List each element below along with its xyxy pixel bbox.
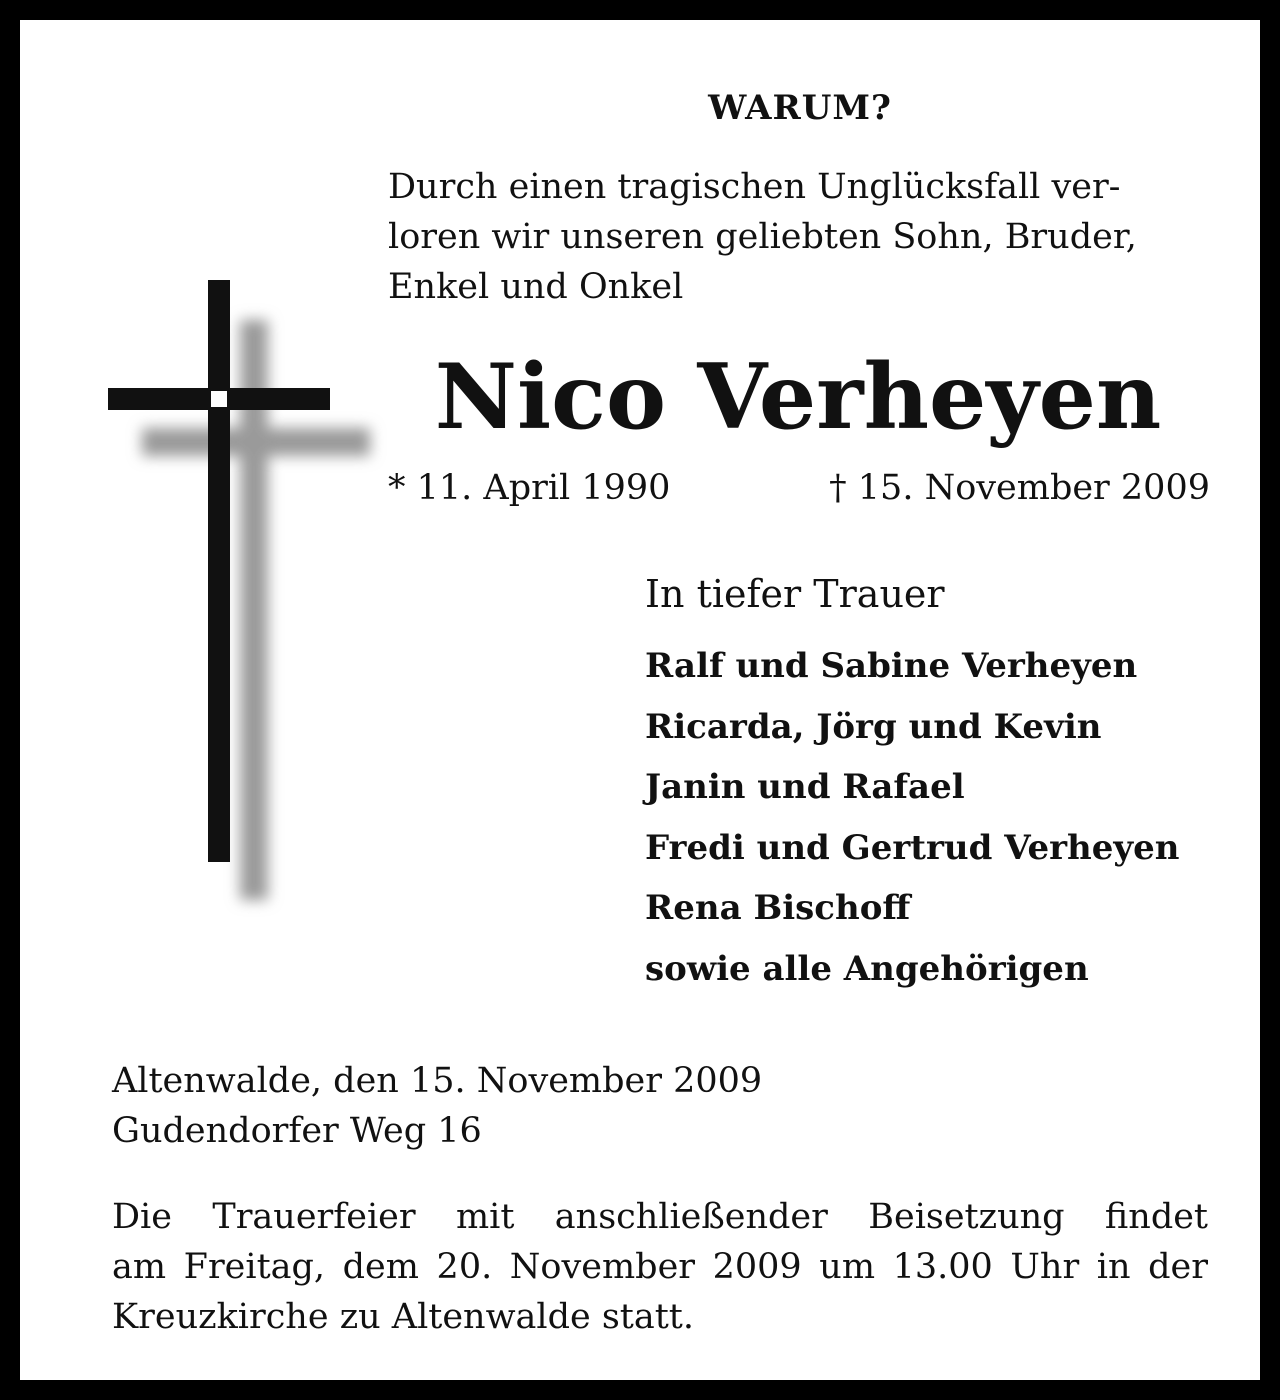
service-line: am Freitag, dem 20. November 2009 um 13.00 Uhr in der: [112, 1247, 1208, 1287]
place-date: Altenwalde, den 15. November 2009: [112, 1061, 763, 1101]
life-dates: [388, 464, 1210, 512]
intro-line: Durch einen tragischen Unglücksfall ver-: [388, 167, 1121, 207]
mourner: Ricarda, Jörg und Kevin: [645, 706, 1102, 747]
place-block: [112, 1056, 1012, 1156]
deceased-name: Nico Verheyen: [434, 344, 1162, 450]
mourner: Ralf und Sabine Verheyen: [645, 646, 1138, 686]
mourner: Janin und Rafael: [645, 767, 965, 807]
mourner: Fredi und Gertrud Verheyen: [645, 827, 1180, 868]
address: Gudendorfer Weg 16: [112, 1111, 482, 1151]
service-line: Kreuzkirche zu Altenwalde statt.: [112, 1297, 694, 1337]
service-line: Die Trauerfeier mit anschließender Beisetzung findet: [112, 1197, 1208, 1237]
headline: WARUM?: [708, 88, 892, 128]
cross-shape: [108, 280, 330, 862]
intro-line: Enkel und Onkel: [388, 267, 684, 307]
mourner: Rena Bischoff: [645, 888, 911, 928]
service-info: [112, 1192, 1208, 1342]
intro-text: [388, 162, 1218, 312]
death-date: † 15. November 2009: [829, 468, 1210, 508]
cross-icon: [90, 260, 390, 920]
intro-line: loren wir unseren geliebten Sohn, Bruder,: [388, 217, 1137, 257]
mourner: sowie alle Angehörigen: [645, 948, 1089, 989]
birth-date: * 11. April 1990: [388, 468, 671, 508]
mourning-line: In tiefer Trauer: [645, 572, 945, 616]
mourners-list: [645, 636, 1225, 999]
